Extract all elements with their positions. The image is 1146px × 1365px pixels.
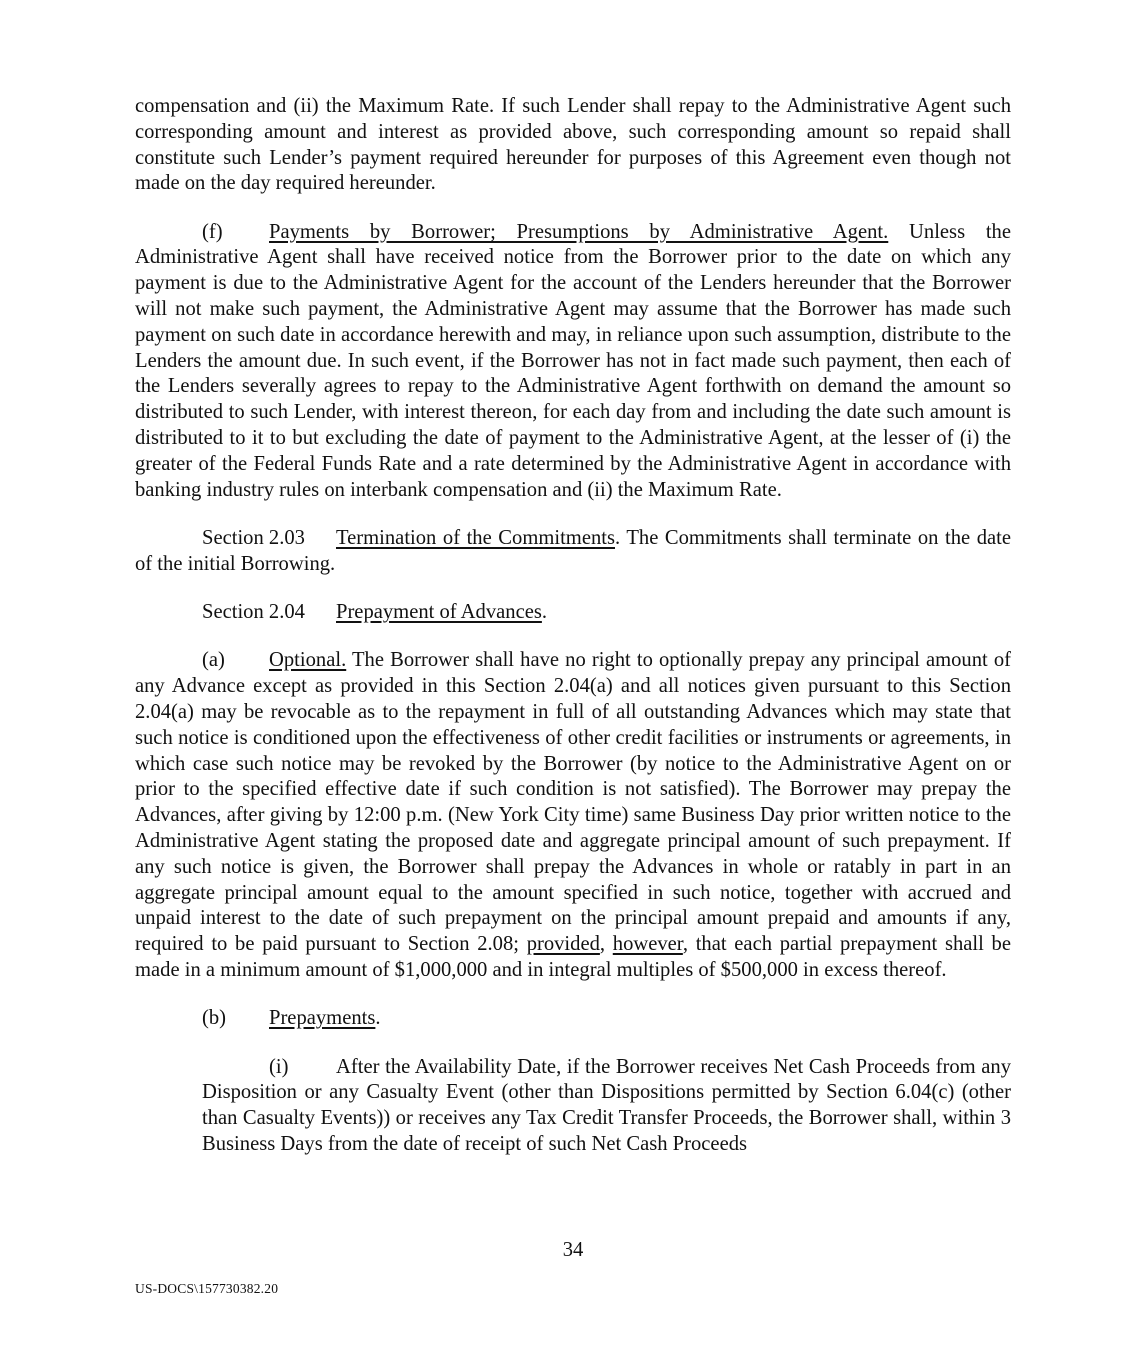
paragraph-a-body-1: The Borrower shall have no right to optionally prepay any principal amount of any Advance except as provided in this Section 2.04(a) and all notices given pursuant to this Section 2.04(a) may be revocable as to the repayment in full of all outstanding Advances which may state that such notice is conditioned upon the effectiveness of other credit facilities or instruments or agreements, in which case such notice may be revoked by the Borrower (by notice to the Administrative Agent on or prior to the specified effective date if such condition is not satisfied). The Borrower may prepay the Advances, after giving by 12:00 p.m. (New York City time) same Business Day prior written notice to the Administrative Agent stating the proposed date and aggregate principal amount of such prepayment. If any such notice is given, the Borrower shall prepay the Advances in whole or ratably in part in an aggregate principal amount equal to the amount specified in such notice, together with accrued and unpaid interest to the date of such prepayment on the principal amount prepaid and amounts if any, required to be paid pursuant to Section 2.08; — [135, 649, 1011, 956]
paragraph-a-label: (a) — [202, 649, 225, 672]
however-term: however — [612, 933, 683, 956]
section-2-04-heading: Prepayment of Advances — [336, 601, 542, 624]
section-2-04-number: Section 2.04 — [202, 601, 305, 624]
paragraph-a-heading: Optional. — [269, 649, 347, 672]
paragraph-f-body: Unless the Administrative Agent shall have received notice from the Borrower prior to the date on which any payment is due to the Administrative Agent for the account of the Lenders hereunder that the Borrower will not make such payment, the Administrative Agent may assume that the Borrower has made such payment on such date in accordance herewith and may, in reliance upon such assumption, distribute to the Lenders the amount due. In such event, if the Borrower has not in fact made such payment, then each of the Lenders severally agrees to repay to the Administrative Agent forthwith on demand the amount so distributed to such Lender, with interest thereon, for each day from and including the date such amount is distributed to it to but excluding the date of payment to the Administrative Agent, at the lesser of (i) the greater of the Federal Funds Rate and a rate determined by the Administrative Agent in accordance with banking industry rules on interbank compensation and (ii) the Maximum Rate. — [135, 220, 1011, 501]
paragraph-f — [135, 220, 1011, 504]
section-2-03 — [135, 526, 1011, 578]
page-number: 34 — [562, 1239, 584, 1261]
section-2-03-heading: Termination of the Commitments — [336, 526, 615, 549]
paragraph-a-body-2: , that each partial prepayment shall be made in a minimum amount of $1,000,000 and in integral multiples of $500,000 in excess thereof. — [135, 933, 1011, 981]
section-2-03-number: Section 2.03 — [202, 526, 305, 549]
document-page — [135, 94, 1011, 1180]
paragraph-continuation: compensation and (ii) the Maximum Rate. If such Lender shall repay to the Administrative Agent such corresponding amount and interest as provided above, such corresponding amount so repaid shall constitute such Lender’s payment required hereunder for purposes of this Agreement even though not made on the day required hereunder. — [135, 95, 1011, 195]
paragraph-b-trail: . — [375, 1007, 381, 1030]
section-2-03-body: . The Commitments shall terminate on the date of the initial Borrowing. — [135, 526, 1011, 575]
provided-term: provided — [526, 933, 600, 956]
paragraph-b-heading: Prepayments — [269, 1007, 376, 1030]
paragraph-f-heading: Payments by Borrower; Presumptions by Administrative Agent. — [269, 220, 889, 243]
paragraph-b-label: (b) — [202, 1007, 227, 1030]
paragraph-b-i-body: After the Availability Date, if the Borrower receives Net Cash Proceeds from any Disposition or any Casualty Event (other than Dispositions permitted by Section 6.04(c) (other than Casualty Events)) or receives any Tax Credit Transfer Proceeds, the Borrower shall, within 3 Business Days from the date of receipt of such Net Cash Proceeds — [202, 1055, 1011, 1155]
paragraph-b-i-label: (i) — [269, 1055, 289, 1078]
document-id: US-DOCS\157730382.20 — [135, 1281, 279, 1296]
provided-comma: , — [599, 933, 613, 956]
paragraph-b — [135, 1006, 1011, 1032]
paragraph-b-i — [202, 1055, 1011, 1158]
section-2-04 — [135, 600, 1011, 626]
paragraph-a — [135, 648, 1011, 983]
paragraph-f-label: (f) — [202, 220, 223, 243]
section-2-04-trail: . — [541, 601, 548, 624]
